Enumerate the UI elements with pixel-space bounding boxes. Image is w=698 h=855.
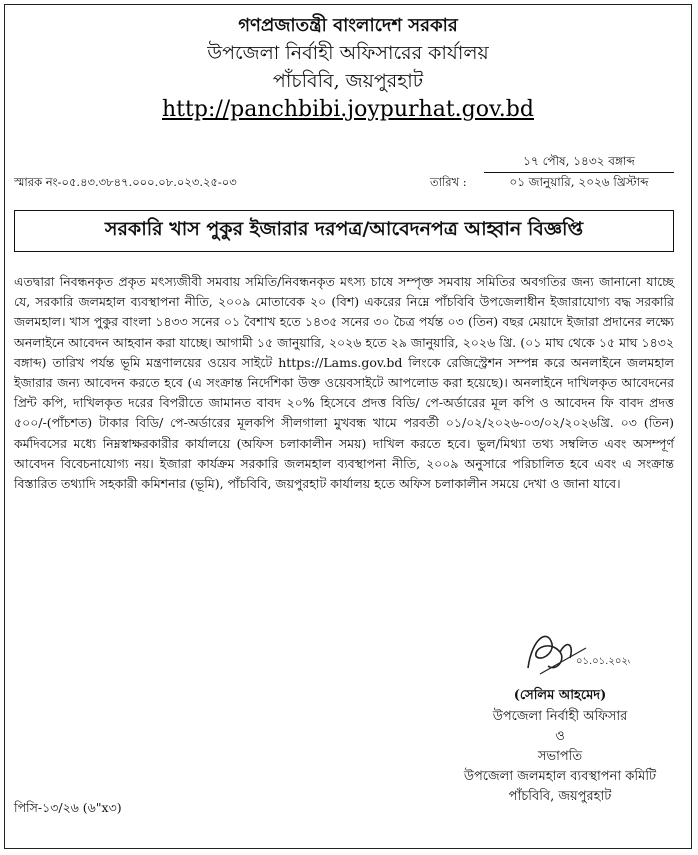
officer-designation: উপজেলা নির্বাহী অফিসার [492, 709, 628, 724]
reference-row [14, 152, 674, 194]
conjunction-and: ও [555, 729, 565, 744]
office-place: পাঁচবিবি, জয়পুরহাট [272, 70, 424, 92]
notice-body: এতদ্বারা নিবন্ধনকৃত প্রকৃত মৎস্যজীবী সমবায় সমিতি/নিবন্ধনকৃত মৎস্য চাষে সম্পৃক্ত সমবায় সমিতির অবগতির জন্য জানানো যাচ্ছে যে, সরকারি জলমহাল ব্যবস্থাপনা নীতি, ২০০৯ মোতাবেক ২০ (বিশ) একরের নিম্নে পাঁচবিবি উপজেলাধীন ইজারাযোগ্য বদ্ধ সরকারি জলমহাল। খাস পুকুর বাংলা ১৪৩৩ সনের ০১ বৈশাখ হতে ১৪৩৫ সনের ৩০ চৈত্র পর্যন্ত ০৩ (তিন) বছর মেয়াদে ইজারা প্রদানের লক্ষ্যে অনলাইনে আবেদন আহবান করা যাচ্ছে। আগামী ১৫ জানুয়ারি, ২০২৬ হতে ২৯ জানুয়ারি, ২০২৬ খ্রি. (০১ মাঘ থেকে ১৫ মাঘ ১৪৩২ বঙ্গাব্দ) তারিখ পর্যন্ত ভূমি মন্ত্রণালয়ের ওয়েব সাইটে https://Lams.gov.bd লিংকে রেজিস্ট্রেশন সম্পন্ন করে অনলাইনে জলমহাল ইজারার জন্য আবেদন করতে হবে (এ সংক্রান্ত নির্দেশিকা উক্ত ওয়েবসাইটে আপলোড করা হয়েছে)। অনলাইনে দাখিলকৃত আবেদনের প্রিন্ট কপি, দাখিলকৃত দরের বিপরীতে জামানত বাবদ ২০% হিসেবে প্রদত্ত বিডি/ পে-অর্ডারের মূল কপি ও আবেদন ফি বাবদ প্রদত্ত ৫০০/-(পাঁচশত) টাকার বিডি/ পে-অর্ডারের মূলকপি সীলগালা মুখবন্ধ খামে পরবর্তী ০১/০২/২০২৬-০৩/০২/২০২৬খ্রি. ০৩ (তিন) কর্মদিবসের মধ্যে নিম্নস্বাক্ষরকারীর কার্যালয়ে (অফিস চলাকালীন সময়) দাখিল করতে হবে। ভুল/মিথ্যা তথ্য সম্বলিত এবং অসম্পূর্ণ আবেদন বিবেচনাযোগ্য নয়। ইজারা কার্যক্রম সরকারি জলমহাল ব্যবস্থাপনা নীতি, ২০০৯ অনুসারে পরিচালিত হবে এবং এ সংক্রান্ত বিস্তারিত তথ্যাদি সহকারী কমিশনার (ভূমি), পাঁচবিবি, জয়পুরহাট কার্যালয় হতে অফিস চলাকালীন সময়ে দেখা ও জানা যাবে। [14, 274, 674, 492]
signature-place: পাঁচবিবি, জয়পুরহাট [508, 789, 612, 804]
office-name: উপজেলা নির্বাহী অফিসারের কার্যালয় [207, 42, 489, 64]
government-name: গণপ্রজাতন্ত্রী বাংলাদেশ সরকার [238, 15, 458, 36]
website-link[interactable]: http://panchbibi.joypurhat.gov.bd [162, 97, 534, 122]
officer-name: (সেলিম আহমেদ) [513, 688, 607, 703]
date-label: তারিখ : [430, 175, 467, 189]
committee-name: উপজেলা জলমহাল ব্যবস্থাপনা কমিটি [463, 769, 657, 784]
memo-number: স্মারক নং-০৫.৪৩.৩৮৪৭.০০০.০৮.০২৩.২৫-০৩ [14, 175, 237, 189]
signature-icon [490, 618, 630, 682]
signature-date: ০১.০১.২০২৬ [576, 656, 630, 667]
signature-block [440, 618, 680, 807]
chair-title: সভাপতি [537, 749, 583, 764]
date-bangla: ১৭ পৌষ, ১৪৩২ বঙ্গাব্দ [484, 152, 674, 173]
letterhead [5, 5, 691, 125]
notice-title: সরকারি খাস পুকুর ইজারার দরপত্র/আবেদনপত্র আহ্বান বিজ্ঞপ্তি [14, 210, 674, 252]
date-english: ০১ জানুয়ারি, ২০২৬ খ্রিস্টাব্দ [509, 175, 649, 189]
pc-code: পিসি-১৩/২৬ (৬"x৩) [14, 800, 122, 815]
date-block [484, 152, 674, 191]
